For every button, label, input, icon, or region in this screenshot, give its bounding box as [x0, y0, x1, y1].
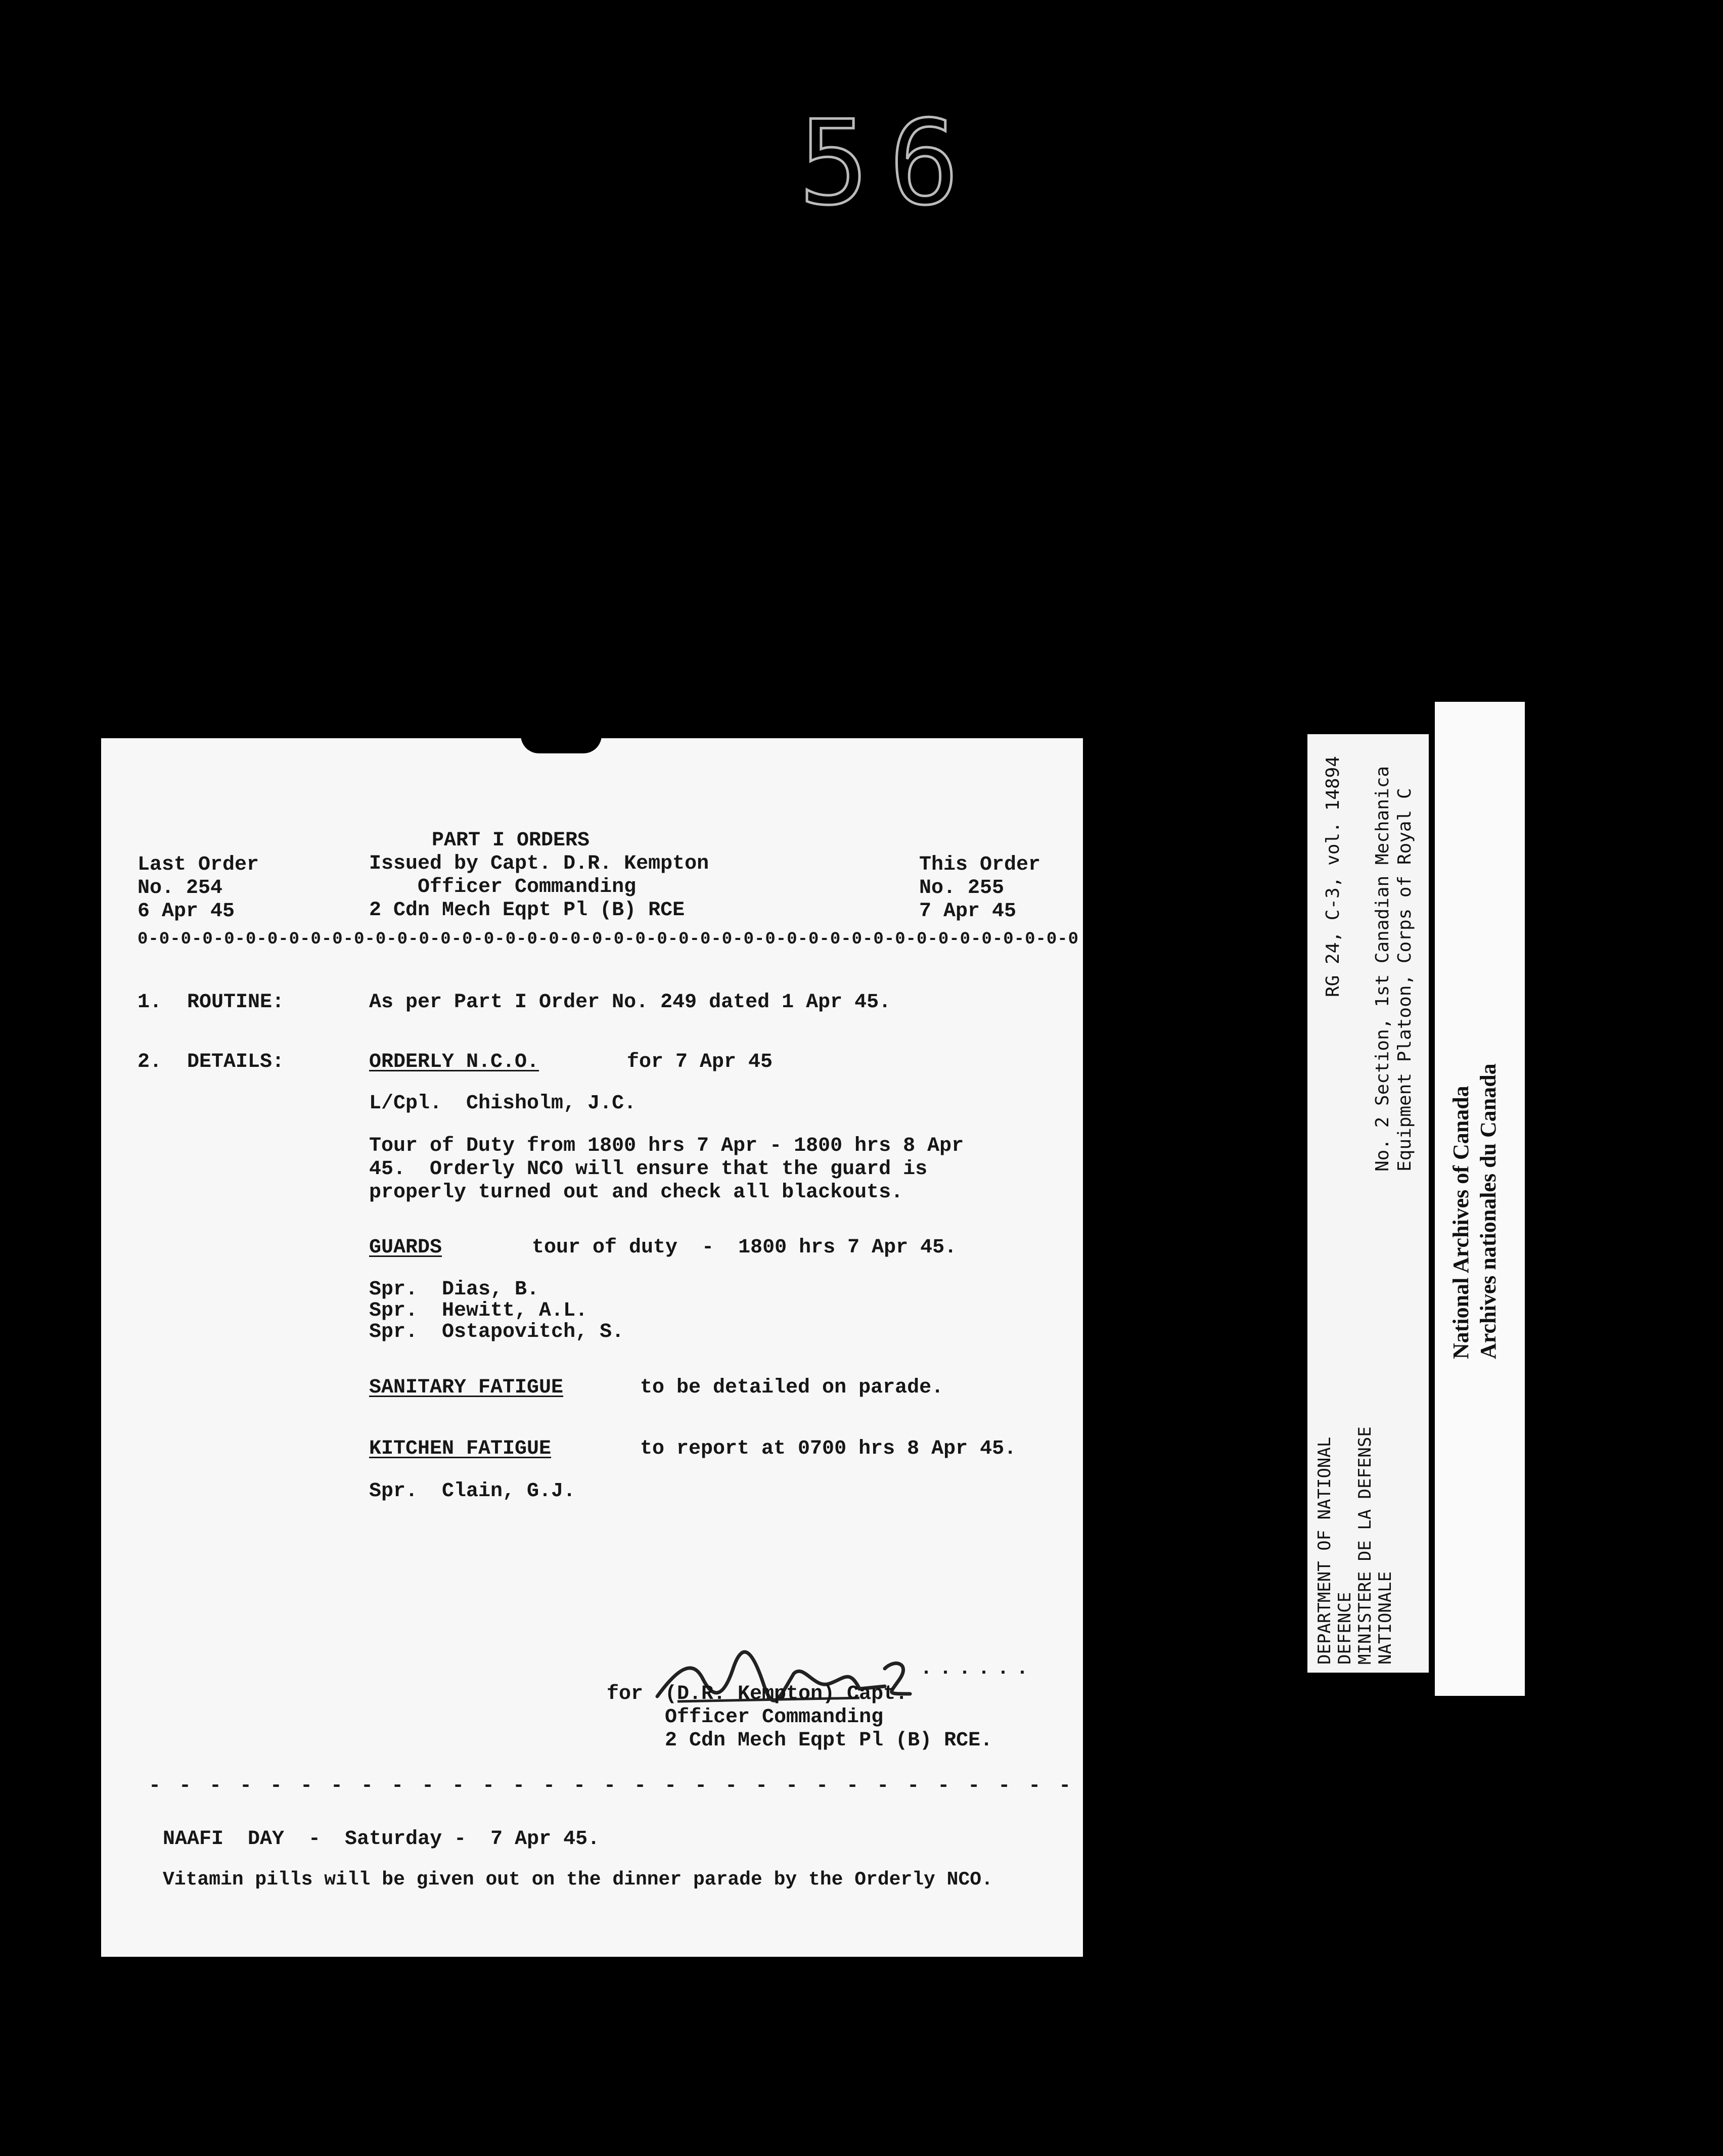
this-order-label: This Order	[919, 854, 1041, 876]
archive-description-1: No. 2 Section, 1st Canadian Mechanica	[1372, 766, 1393, 1172]
separator-line: 0-0-0-0-0-0-0-0-0-0-0-0-0-0-0-0-0-0-0-0-0-0-0-0-0-0-0-0-0-0-0-0-0-0-0-0-0-0-0-0-0-0-0-0	[138, 930, 1079, 949]
this-order-block	[919, 854, 1040, 923]
archives-name-french: Archives nationales du Canada	[1476, 1063, 1501, 1359]
archives-name-english: National Archives of Canada	[1448, 1086, 1473, 1359]
sanitary-fatigue-text: to be detailed on parade.	[640, 1376, 944, 1399]
routine-text: As per Part I Order No. 249 dated 1 Apr 45.	[369, 991, 891, 1014]
guards-heading: GUARDS	[369, 1236, 442, 1259]
document-title: PART I ORDERS	[432, 829, 590, 852]
archive-description-2: Equipment Platoon, Corps of Royal C	[1394, 788, 1415, 1172]
department-line-4: NATIONALE	[1375, 1571, 1395, 1665]
order-document	[101, 738, 1083, 1957]
last-order-number: No. 254	[138, 877, 223, 900]
signature-dotted-line: ......	[920, 1657, 1036, 1680]
orderly-nco-heading: ORDERLY N.C.O.	[369, 1051, 539, 1073]
department-line-3: MINISTERE DE LA DEFENSE	[1355, 1426, 1375, 1665]
department-block	[1314, 1426, 1395, 1665]
signature-name: (D.R. Kempton) Capt.	[665, 1683, 908, 1705]
last-order-block	[138, 854, 259, 923]
dashed-separator: - - - - - - - - - - - - - - - - - - - - - - - - - - - - - - -	[149, 1775, 1074, 1798]
routine-number: 1.	[138, 991, 162, 1014]
kitchen-fatigue-heading: KITCHEN FATIGUE	[369, 1438, 552, 1460]
naafi-day-note: NAAFI DAY - Saturday - 7 Apr 45.	[163, 1828, 600, 1851]
tour-of-duty-paragraph	[369, 1135, 964, 1204]
guards-list	[369, 1279, 624, 1343]
this-order-number: No. 255	[919, 877, 1005, 900]
this-order-date: 7 Apr 45	[919, 900, 1017, 923]
order-header	[369, 829, 709, 922]
guard-3: Spr. Ostapovitch, S.	[369, 1321, 624, 1343]
kitchen-fatigue-name: Spr. Clain, G.J.	[369, 1480, 576, 1503]
torn-notch	[521, 735, 602, 753]
orderly-nco-date: for 7 Apr 45	[627, 1051, 773, 1073]
tour-line-2: 45. Orderly NCO will ensure that the guard is	[369, 1158, 928, 1181]
archive-reference-slip	[1307, 734, 1429, 1673]
issuer-unit: 2 Cdn Mech Eqpt Pl (B) RCE	[369, 899, 685, 922]
department-line-2: DEFENCE	[1335, 1592, 1355, 1665]
tour-line-3: properly turned out and check all blackouts.	[369, 1181, 903, 1204]
last-order-date: 6 Apr 45	[138, 900, 235, 923]
vitamin-note: Vitamin pills will be given out on the dinner parade by the Orderly NCO.	[163, 1869, 993, 1891]
frame-number: 56	[799, 96, 979, 231]
last-order-label: Last Order	[138, 854, 259, 876]
department-line-1: DEPARTMENT OF NATIONAL	[1314, 1436, 1335, 1665]
guard-1: Spr. Dias, B.	[369, 1278, 539, 1301]
details-number: 2.	[138, 1051, 162, 1073]
kitchen-fatigue-text: to report at 0700 hrs 8 Apr 45.	[640, 1438, 1017, 1460]
issued-by: Issued by Capt. D.R. Kempton	[369, 852, 709, 875]
sanitary-fatigue-heading: SANITARY FATIGUE	[369, 1376, 564, 1399]
issuer-role: Officer Commanding	[418, 876, 637, 899]
signature-for: for	[607, 1683, 644, 1705]
tour-line-1: Tour of Duty from 1800 hrs 7 Apr - 1800 hrs 8 Apr	[369, 1135, 964, 1157]
details-label: DETAILS:	[187, 1051, 285, 1073]
guards-tour: tour of duty - 1800 hrs 7 Apr 45.	[532, 1236, 957, 1259]
national-archives-label	[1435, 702, 1525, 1696]
routine-label: ROUTINE:	[187, 991, 285, 1014]
signature-unit: 2 Cdn Mech Eqpt Pl (B) RCE.	[665, 1729, 993, 1752]
orderly-nco-name: L/Cpl. Chisholm, J.C.	[369, 1092, 637, 1115]
guard-2: Spr. Hewitt, A.L.	[369, 1299, 588, 1322]
archive-reference: RG 24, C-3, vol. 14894	[1323, 756, 1343, 997]
signature-role: Officer Commanding	[665, 1706, 884, 1729]
